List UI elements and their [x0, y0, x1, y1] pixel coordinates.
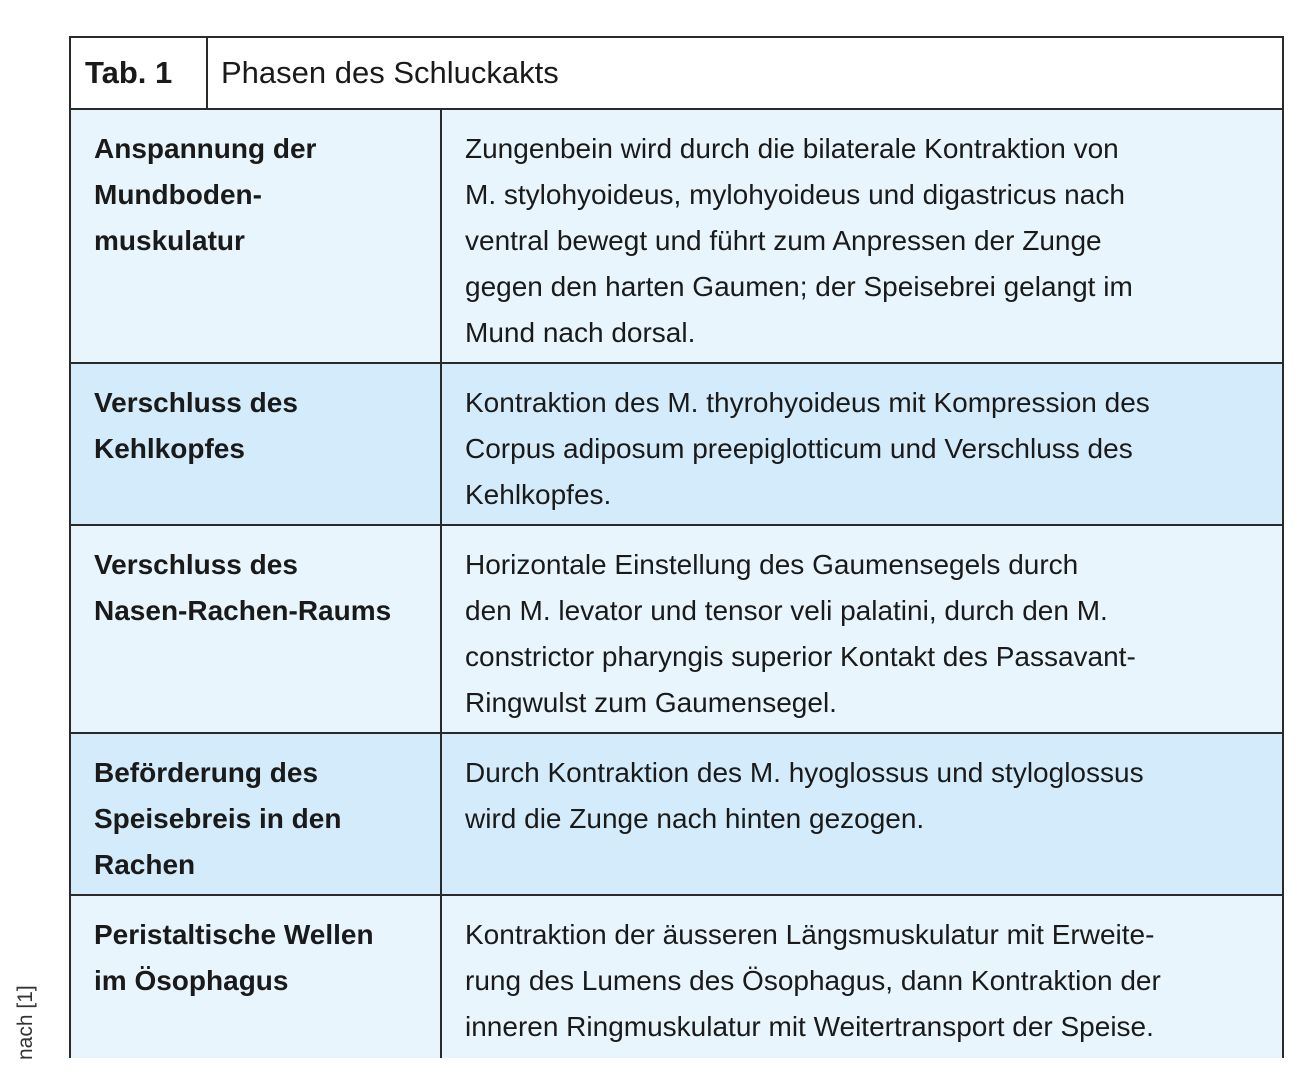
- phase-description: Durch Kontraktion des M. hyoglossus und styloglossus wird die Zunge nach hinten gezogen.: [465, 757, 1144, 834]
- phase-name: Anspannung der Mundboden- muskulatur: [71, 110, 442, 362]
- phase-description: Kontraktion der äusseren Längsmuskulatur mit Erweite- rung des Lumens des Ösophagus, dann Kontraktion der inneren Ringmuskulatur mit Weitertransport der Speise.: [465, 919, 1161, 1042]
- table-row: [71, 364, 1282, 526]
- table-header: [71, 38, 1282, 110]
- phase-name: Peristaltische Wellen im Ösophagus: [71, 896, 442, 1058]
- phase-description: Horizontale Einstellung des Gaumensegels durch den M. levator und tensor veli palatini, durch den M. constrictor pharyngis superior Kontakt des Passavant- Ringwulst zum Gaumensegel.: [465, 549, 1136, 718]
- phase-name: Beförderung des Speisebreis in den Rachen: [71, 734, 442, 894]
- table-row: [71, 896, 1282, 1058]
- phase-name: Verschluss des Nasen-Rachen-Raums: [71, 526, 442, 732]
- phase-description: Kontraktion des M. thyrohyoideus mit Kompression des Corpus adiposum preepiglotticum und Verschluss des Kehlkopfes.: [465, 387, 1150, 510]
- source-note: nach [1]: [14, 985, 37, 1060]
- table-row: [71, 110, 1282, 364]
- phases-table: [69, 36, 1284, 1058]
- table-label: Tab. 1: [71, 38, 208, 108]
- phase-description: Zungenbein wird durch die bilaterale Kontraktion von M. stylohyoideus, mylohyoideus und digastricus nach ventral bewegt und führt zum Anpressen der Zunge gegen den harten Gaumen; der Speisebrei gelangt im Mund nach dorsal.: [465, 133, 1133, 348]
- table-row: [71, 526, 1282, 734]
- phase-name: Verschluss des Kehlkopfes: [71, 364, 442, 524]
- table-body: [71, 110, 1282, 1058]
- table-title: Phasen des Schluckakts: [221, 55, 559, 90]
- table-row: [71, 734, 1282, 896]
